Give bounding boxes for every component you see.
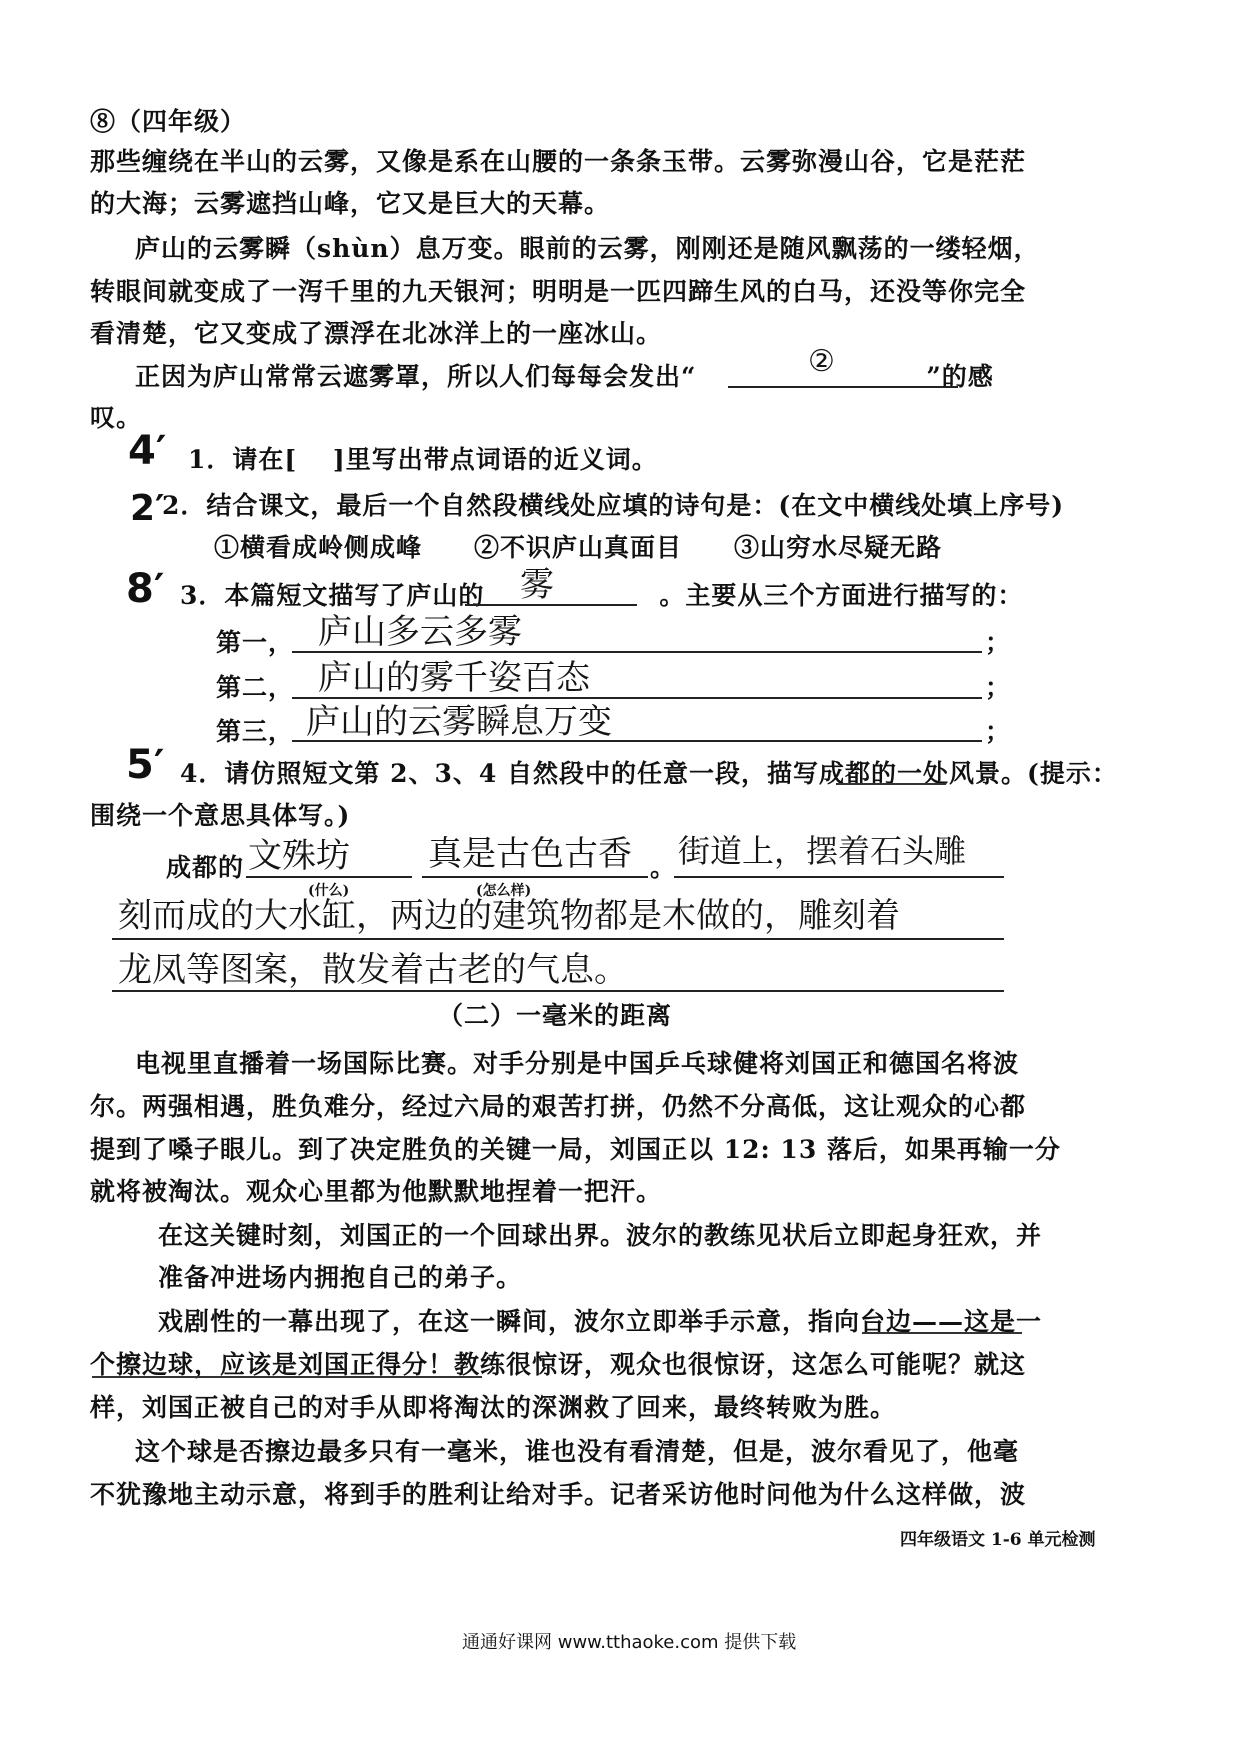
footer-watermark: 通通好课网 www.tthaoke.com 提供下载 [462, 1632, 797, 1653]
passage1-p2-line2: 转眼间就变成了一泻千里的九天银河；明明是一匹四蹄生风的白马，还没等你完全 [90, 277, 1027, 306]
section2-underline-1 [862, 1332, 1022, 1334]
section2-p4-line1: 这个球是否擦边最多只有一毫米，谁也没有看清楚，但是，波尔看见了，他毫 [135, 1437, 1020, 1466]
section2-p2-line2: 准备冲进场内拥抱自己的弟子。 [158, 1263, 523, 1292]
q4-answer-line2: 刻而成的大水缸，两边的建筑物都是木做的，雕刻着 [118, 896, 900, 936]
passage1-p3-blank-answer: ② [808, 344, 835, 379]
q4-blank2-answer: 真是古色古香 [428, 834, 632, 874]
footer-unit-label: 四年级语文 1-6 单元检测 [900, 1530, 1096, 1550]
q3-third-answer: 庐山的云雾瞬息万变 [306, 702, 612, 742]
section2-p1-line2: 尔。两强相遇，胜负难分，经过六局的艰苦打拼，仍然不分高低，这让观众的心都 [90, 1092, 1027, 1121]
q4-blank2-hint: (怎么样) [476, 883, 532, 899]
q3-third-label: 第三， [216, 717, 295, 746]
q4-cont-line [674, 876, 1004, 878]
q3-before: 3．本篇短文描写了庐山的 [180, 581, 485, 610]
q3-blank-answer: 雾 [520, 565, 554, 605]
passage1-p1-line2: 的大海；云雾遮挡山峰，它又是巨大的天幕。 [90, 189, 611, 218]
q3-first-answer: 庐山多云多雾 [318, 612, 522, 652]
q1-text: 1．请在[ ]里写出带点词语的近义词。 [188, 445, 658, 474]
section2-p1-line3: 提到了嗓子眼儿。到了决定胜负的关键一局，刘国正以 12: 13 落后，如果再输一分 [90, 1135, 1061, 1164]
passage1-p1-line1: 那些缠绕在半山的云雾，又像是系在山腰的一条条玉带。云雾弥漫山谷，它是茫茫 [90, 147, 1027, 176]
q4-answer-cont1: 街道上，摆着石头雕 [678, 832, 967, 870]
passage1-p3-blank-line [728, 386, 958, 388]
q4-answer-line3: 龙凤等图案，散发着古老的气息。 [118, 950, 628, 990]
q2-options: ①横看成岭侧成峰 ②不识庐山真面目 ③山穷水尽疑无路 [214, 533, 943, 562]
q1-score: 4′ [128, 428, 167, 474]
q3-line [180, 576, 1023, 612]
q4-line2-rule [112, 938, 1004, 940]
q3-third-end: ； [985, 717, 1012, 746]
passage1-p3-line2: 叹。 [90, 403, 143, 432]
section2-p3-line1: 戏剧性的一幕出现了，在这一瞬间，波尔立即举手示意，指向台边——这是一 [158, 1307, 1043, 1336]
q4-score: 5′ [126, 742, 165, 788]
q2-text: 2．结合课文，最后一个自然段横线处应填的诗句是：(在文中横线处填上序号) [162, 491, 1065, 520]
q3-first-end: ； [985, 628, 1012, 657]
q3-second-answer: 庐山的雾千姿百态 [318, 658, 590, 698]
q3-first-label: 第一， [216, 628, 295, 657]
passage1-p2-line1: 庐山的云雾瞬（shùn）息万变。眼前的云雾，刚刚还是随风飘荡的一缕轻烟， [135, 234, 1040, 263]
q4-text-before: 4．请仿照短文第 2、3、4 自然段中的任意一段，描写成都的 [180, 759, 897, 788]
q4-blank1-hint: (什么) [308, 883, 350, 899]
q4-hand-underline [836, 783, 946, 785]
passage1-p3-after: ”的感 [926, 362, 994, 391]
section2-p1-line4: 就将被淘汰。观众心里都为他默默地捏着一把汗。 [90, 1177, 663, 1206]
section2-title: （二）一毫米的距离 [438, 1001, 673, 1030]
passage1-p3-before: 正因为庐山常常云遮雾罩，所以人们每每会发出“ [135, 362, 697, 391]
section2-p4-line2: 不犹豫地主动示意，将到手的胜利让给对手。记者采访他时问他为什么这样做，波 [90, 1480, 1027, 1509]
q4-blank2-line [422, 876, 648, 878]
passage1-p2-line3: 看清楚，它又变成了漂浮在北冰洋上的一座冰山。 [90, 319, 663, 348]
grade-label: ⑧（四年级） [90, 107, 247, 136]
section2-p3-line2: 个擦边球，应该是刘国正得分！教练很惊讶，观众也很惊讶，这怎么可能呢？就这 [90, 1350, 1027, 1379]
q4-period: 。 [650, 853, 677, 882]
q4-text-line1 [180, 754, 1118, 790]
q2-score: 2′ [130, 488, 165, 529]
q4-text-underlined: 一处风景 [897, 759, 1002, 788]
q4-prefix: 成都的 [166, 853, 245, 882]
section2-underline-2 [92, 1376, 482, 1378]
q4-text-line2: 围绕一个意思具体写。) [90, 801, 351, 830]
q3-after: 。主要从三个方面进行描写的： [659, 581, 1024, 610]
q4-blank1-answer: 文殊坊 [248, 836, 350, 876]
q3-score: 8′ [126, 566, 165, 612]
section2-p2-line1: 在这关键时刻，刘国正的一个回球出界。波尔的教练见状后立即起身狂欢，并 [158, 1221, 1043, 1250]
q3-second-end: ； [985, 673, 1012, 702]
q3-second-label: 第二， [216, 673, 295, 702]
q4-text-after: 。(提示： [1001, 759, 1118, 788]
section2-p1-line1: 电视里直播着一场国际比赛。对手分别是中国乒乓球健将刘国正和德国名将波 [135, 1049, 1020, 1078]
section2-p3-line3: 样，刘国正被自己的对手从即将淘汰的深渊救了回来，最终转败为胜。 [90, 1393, 897, 1422]
